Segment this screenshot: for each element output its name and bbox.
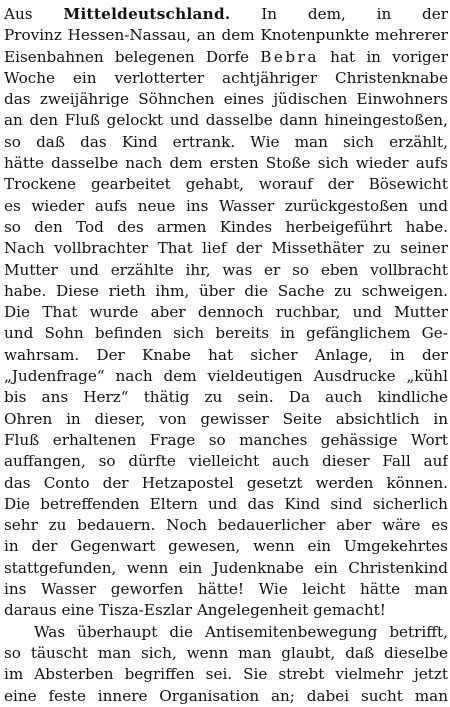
word: jüdischen: [273, 90, 348, 109]
word: Diese: [56, 281, 99, 300]
headline-word: Mitteldeutschland.: [63, 5, 231, 23]
word: zu: [48, 516, 67, 535]
word: daraus: [4, 601, 57, 620]
word: nach: [115, 367, 153, 386]
word: ein: [307, 537, 332, 556]
text-line: [4, 643, 448, 664]
word: zweijährige: [39, 90, 130, 109]
word: an: [196, 26, 216, 45]
word: sich: [317, 154, 349, 173]
word: und: [352, 303, 382, 322]
word: man: [97, 643, 132, 662]
word: so: [208, 430, 226, 449]
word: Eltern: [149, 494, 198, 513]
word: Antisemitenbewegung: [204, 622, 378, 641]
word: ersten: [209, 154, 259, 173]
word: Umgekehrtes: [343, 537, 448, 556]
word: ihr,: [185, 260, 211, 279]
word: Wort: [410, 430, 448, 449]
word: dennoch: [197, 303, 264, 322]
word: ertrank.: [172, 132, 236, 151]
word: nach: [125, 154, 163, 173]
word: dem: [163, 367, 197, 386]
word: vielmehr: [335, 665, 404, 684]
word: des: [117, 217, 144, 236]
word: hätte!: [197, 580, 245, 599]
word: befinden: [94, 324, 162, 343]
text-line: [4, 238, 448, 259]
word: man: [294, 132, 328, 151]
word: Tod: [76, 217, 104, 236]
word: eine: [4, 686, 37, 705]
word: „Judenfrage“: [4, 367, 105, 386]
word: Söhnchen: [138, 90, 215, 109]
word: sich: [342, 132, 374, 151]
word: begriffen: [124, 665, 195, 684]
word: Stoße: [265, 154, 311, 173]
text-line: [4, 4, 448, 25]
word: manches: [239, 430, 308, 449]
word: der: [422, 5, 448, 23]
word: den: [34, 217, 63, 236]
word: das: [247, 494, 275, 513]
word: seiner: [400, 239, 448, 258]
word: aufs: [415, 154, 448, 173]
text-line: [4, 217, 448, 238]
word: so: [4, 132, 21, 151]
word: wenn: [186, 643, 229, 662]
text-line: [4, 536, 448, 557]
text-line: [4, 132, 448, 153]
word: Fluß: [4, 430, 40, 449]
word: werden: [315, 473, 374, 492]
word: dem,: [307, 5, 346, 23]
word: in: [390, 345, 405, 364]
text-line: [4, 89, 448, 110]
word: Hetzapostel: [141, 473, 234, 492]
word: Organisation: [159, 686, 260, 705]
word: Ge-: [421, 324, 448, 343]
text-line: [4, 153, 448, 174]
word: wahrsam.: [4, 345, 80, 364]
word: Gegenwart: [70, 537, 156, 556]
word: auf: [423, 452, 448, 471]
word: gelockt: [106, 111, 164, 130]
word: gemacht!: [313, 601, 386, 620]
word: zu: [373, 239, 391, 258]
word: auffangen,: [4, 452, 86, 471]
word: ins: [185, 196, 209, 215]
word: hineingestoßen,: [324, 111, 448, 130]
word: dasselbe: [51, 154, 119, 173]
word: armen: [156, 217, 207, 236]
word: hätte: [360, 580, 401, 599]
word: Mutter: [394, 303, 448, 322]
word: strebt: [278, 665, 325, 684]
word: sehr: [4, 516, 38, 535]
word: wäre: [382, 516, 421, 535]
word: das: [4, 90, 31, 109]
word: erzählte: [110, 260, 174, 279]
word: auch: [271, 452, 310, 471]
word: worauf: [258, 175, 313, 194]
word: ein: [178, 558, 203, 577]
word: voriger: [392, 47, 448, 66]
word: zurückgestoßen: [284, 196, 409, 215]
word: so: [4, 217, 21, 236]
word: erhaltenen: [52, 430, 137, 449]
word: Noch: [166, 516, 207, 535]
word: Frage: [149, 430, 196, 449]
word: mehrerer: [375, 26, 448, 45]
word: gearbeitet: [90, 175, 171, 194]
text-line: [4, 515, 448, 536]
word: Kind: [121, 132, 158, 151]
word: dem: [221, 26, 255, 45]
word: Provinz: [4, 26, 62, 45]
word: That: [157, 239, 193, 258]
word: Wasser: [41, 580, 97, 599]
word: dieselbe: [384, 643, 448, 662]
word: daß: [345, 643, 375, 662]
word: gewisser: [200, 409, 269, 428]
word: Absterben: [34, 665, 114, 684]
text-line: [4, 622, 448, 643]
word: Knotenpunkte: [260, 26, 370, 45]
text-line: [4, 68, 448, 89]
word: innere: [97, 686, 148, 705]
word: ein: [314, 558, 338, 577]
text-line: [4, 174, 448, 195]
word: betrifft,: [389, 622, 448, 641]
word: in: [280, 324, 295, 343]
word: es: [4, 196, 21, 215]
word: In: [261, 5, 278, 23]
word: so: [292, 260, 310, 279]
word: und: [169, 111, 200, 130]
text-line: [4, 473, 448, 494]
word: bereits: [215, 324, 270, 343]
text-line: [4, 387, 448, 408]
word: und: [418, 196, 448, 215]
word: Woche: [4, 68, 55, 87]
word: so: [4, 643, 21, 662]
word: der: [102, 473, 129, 492]
word: man: [414, 580, 448, 599]
word: Christenknabe: [335, 68, 448, 87]
word: Mutter: [4, 260, 58, 279]
word: sich,: [141, 643, 177, 662]
word: über: [198, 281, 235, 300]
word: sucht: [360, 686, 403, 705]
text-line: [4, 323, 448, 344]
text-line: [4, 345, 448, 366]
word: dabei: [306, 686, 350, 705]
word: zu: [204, 388, 223, 407]
word: Nach: [4, 239, 45, 258]
text-line: [4, 47, 448, 68]
word: dieser,: [94, 409, 146, 428]
word: gehässige: [320, 430, 398, 449]
word: betreffenden: [40, 494, 140, 513]
word: sei.: [205, 665, 233, 684]
word: in: [376, 5, 392, 23]
word: Kindes: [219, 217, 273, 236]
word: dem: [169, 154, 203, 173]
word: lief: [202, 239, 227, 258]
text-line: [4, 558, 448, 579]
word: hat: [208, 345, 234, 364]
word: habe.: [4, 281, 47, 300]
word: an: [4, 111, 23, 130]
word: That: [42, 303, 78, 322]
word: der: [327, 175, 354, 194]
word: gesetzt: [246, 473, 303, 492]
word: vielleicht: [188, 452, 260, 471]
word: hat: [330, 47, 356, 66]
word: Ausdrucke: [313, 367, 396, 386]
text-line: [4, 281, 448, 302]
word: eine: [61, 601, 95, 620]
word: es: [431, 516, 448, 535]
word: Christenkind: [348, 558, 448, 577]
word: und: [69, 260, 99, 279]
word: feste: [48, 686, 86, 705]
word: Angelegenheit: [196, 601, 309, 620]
word: sicherlich: [372, 494, 448, 513]
word: Aus: [4, 5, 33, 23]
word: im: [4, 665, 24, 684]
word: Wie: [250, 132, 280, 151]
word: der: [235, 239, 262, 258]
text-line: [4, 25, 448, 46]
word: vollbrachter: [54, 239, 149, 258]
text-line: [4, 579, 448, 600]
word: sind: [330, 494, 363, 513]
word: Kind: [284, 494, 321, 513]
word: Wasser: [219, 196, 275, 215]
word: gefänglichem: [306, 324, 411, 343]
word: kindliche: [377, 388, 448, 407]
word: das: [4, 473, 31, 492]
word: ins: [4, 580, 27, 599]
word: vieldeutigen: [207, 367, 303, 386]
text-line: [4, 260, 448, 281]
word: wurde: [89, 303, 139, 322]
word: absichtlich: [335, 409, 420, 428]
text-line: [4, 664, 448, 685]
word: Knabe: [142, 345, 191, 364]
word: täuscht: [30, 643, 88, 662]
word: jetzt: [414, 665, 448, 684]
word: überhaupt: [77, 622, 158, 641]
word: in: [66, 409, 81, 428]
word: Conto: [43, 473, 90, 492]
word: bis: [4, 388, 27, 407]
word: vollbracht: [370, 260, 448, 279]
word: so: [98, 452, 116, 471]
word: die: [244, 281, 268, 300]
text-line: [4, 451, 448, 472]
word: bedauern.: [77, 516, 156, 535]
word: ruchbar,: [275, 303, 341, 322]
word: Trockene: [4, 175, 76, 194]
word: daß: [36, 132, 65, 151]
word: dann: [279, 111, 318, 130]
word: wenn: [253, 537, 295, 556]
word: ans: [41, 388, 69, 407]
place-name-word: Bebra: [260, 47, 319, 66]
word: er: [264, 260, 281, 279]
word: bedauerlicher: [217, 516, 326, 535]
word: Was: [34, 622, 66, 641]
word: Seite: [282, 409, 322, 428]
word: man: [238, 643, 272, 662]
word: Bösewicht: [368, 175, 448, 194]
word: Der: [96, 345, 125, 364]
word: Fluß: [64, 111, 100, 130]
word: in: [4, 537, 19, 556]
text-line: [4, 409, 448, 430]
word: leicht: [302, 580, 346, 599]
word: Hessen-Nassau,: [67, 26, 191, 45]
word: wenn: [126, 558, 169, 577]
word: Anlage,: [314, 345, 373, 364]
text-line: [4, 600, 448, 621]
text-line: [4, 494, 448, 515]
word: „kühl: [406, 367, 448, 386]
word: das: [80, 132, 107, 151]
word: und: [207, 494, 238, 513]
word: an;: [270, 686, 295, 705]
word: gehabt,: [185, 175, 244, 194]
word: Herz“: [83, 388, 129, 407]
word: sicher: [250, 345, 298, 364]
word: Tisza-Eszlar: [98, 601, 192, 620]
word: rieth: [108, 281, 146, 300]
word: Wie: [258, 580, 288, 599]
word: Sohn: [44, 324, 84, 343]
word: Judenknabe: [212, 558, 304, 577]
word: dasselbe: [205, 111, 273, 130]
word: ein: [72, 68, 97, 87]
word: herbeigeführt: [285, 217, 393, 236]
word: sich: [173, 324, 205, 343]
word: glaubt,: [281, 643, 336, 662]
word: der: [31, 537, 58, 556]
word: ihm,: [155, 281, 190, 300]
word: thätig: [143, 388, 190, 407]
word: aber: [336, 516, 372, 535]
word: auch: [325, 388, 363, 407]
word: stattgefunden,: [4, 558, 117, 577]
word: Die: [4, 303, 31, 322]
word: gewesen,: [168, 537, 241, 556]
word: können.: [386, 473, 448, 492]
word: Da: [288, 388, 311, 407]
word: von: [159, 409, 187, 428]
text-line: [4, 110, 448, 131]
word: eben: [320, 260, 359, 279]
word: aufs: [94, 196, 128, 215]
word: Ohren: [4, 409, 53, 428]
word: geworfen: [110, 580, 184, 599]
word: hätte: [4, 154, 45, 173]
text-line: [4, 366, 448, 387]
text-line: [4, 196, 448, 217]
word: habe.: [405, 217, 448, 236]
word: aber: [150, 303, 186, 322]
word: den: [29, 111, 58, 130]
word: schweigen.: [361, 281, 448, 300]
word: Sache: [277, 281, 325, 300]
word: die: [169, 622, 193, 641]
word: belegenen: [114, 47, 195, 66]
text-line: [4, 430, 448, 451]
word: Missethäter: [271, 239, 364, 258]
word: Sie: [243, 665, 268, 684]
word: achtjähriger: [222, 68, 318, 87]
word: erzählt,: [389, 132, 448, 151]
word: Fall: [382, 452, 411, 471]
word: wieder: [31, 196, 85, 215]
word: und: [4, 324, 34, 343]
word: dürfte: [128, 452, 176, 471]
word: wieder: [355, 154, 409, 173]
word: sein.: [237, 388, 274, 407]
word: dieser: [321, 452, 370, 471]
word: zu: [334, 281, 352, 300]
word: neue: [137, 196, 176, 215]
text-line: [4, 302, 448, 323]
word: Einwohners: [356, 90, 448, 109]
word: man: [414, 686, 448, 705]
word: in: [366, 47, 381, 66]
word: Die: [4, 494, 31, 513]
word: Eisenbahnen: [4, 47, 104, 66]
word: der: [421, 345, 448, 364]
word: was: [222, 260, 253, 279]
word: eines: [223, 90, 265, 109]
text-line: [4, 686, 448, 707]
word: in: [433, 409, 448, 428]
word: verlotterter: [114, 68, 205, 87]
word: Dorfe: [205, 47, 250, 66]
